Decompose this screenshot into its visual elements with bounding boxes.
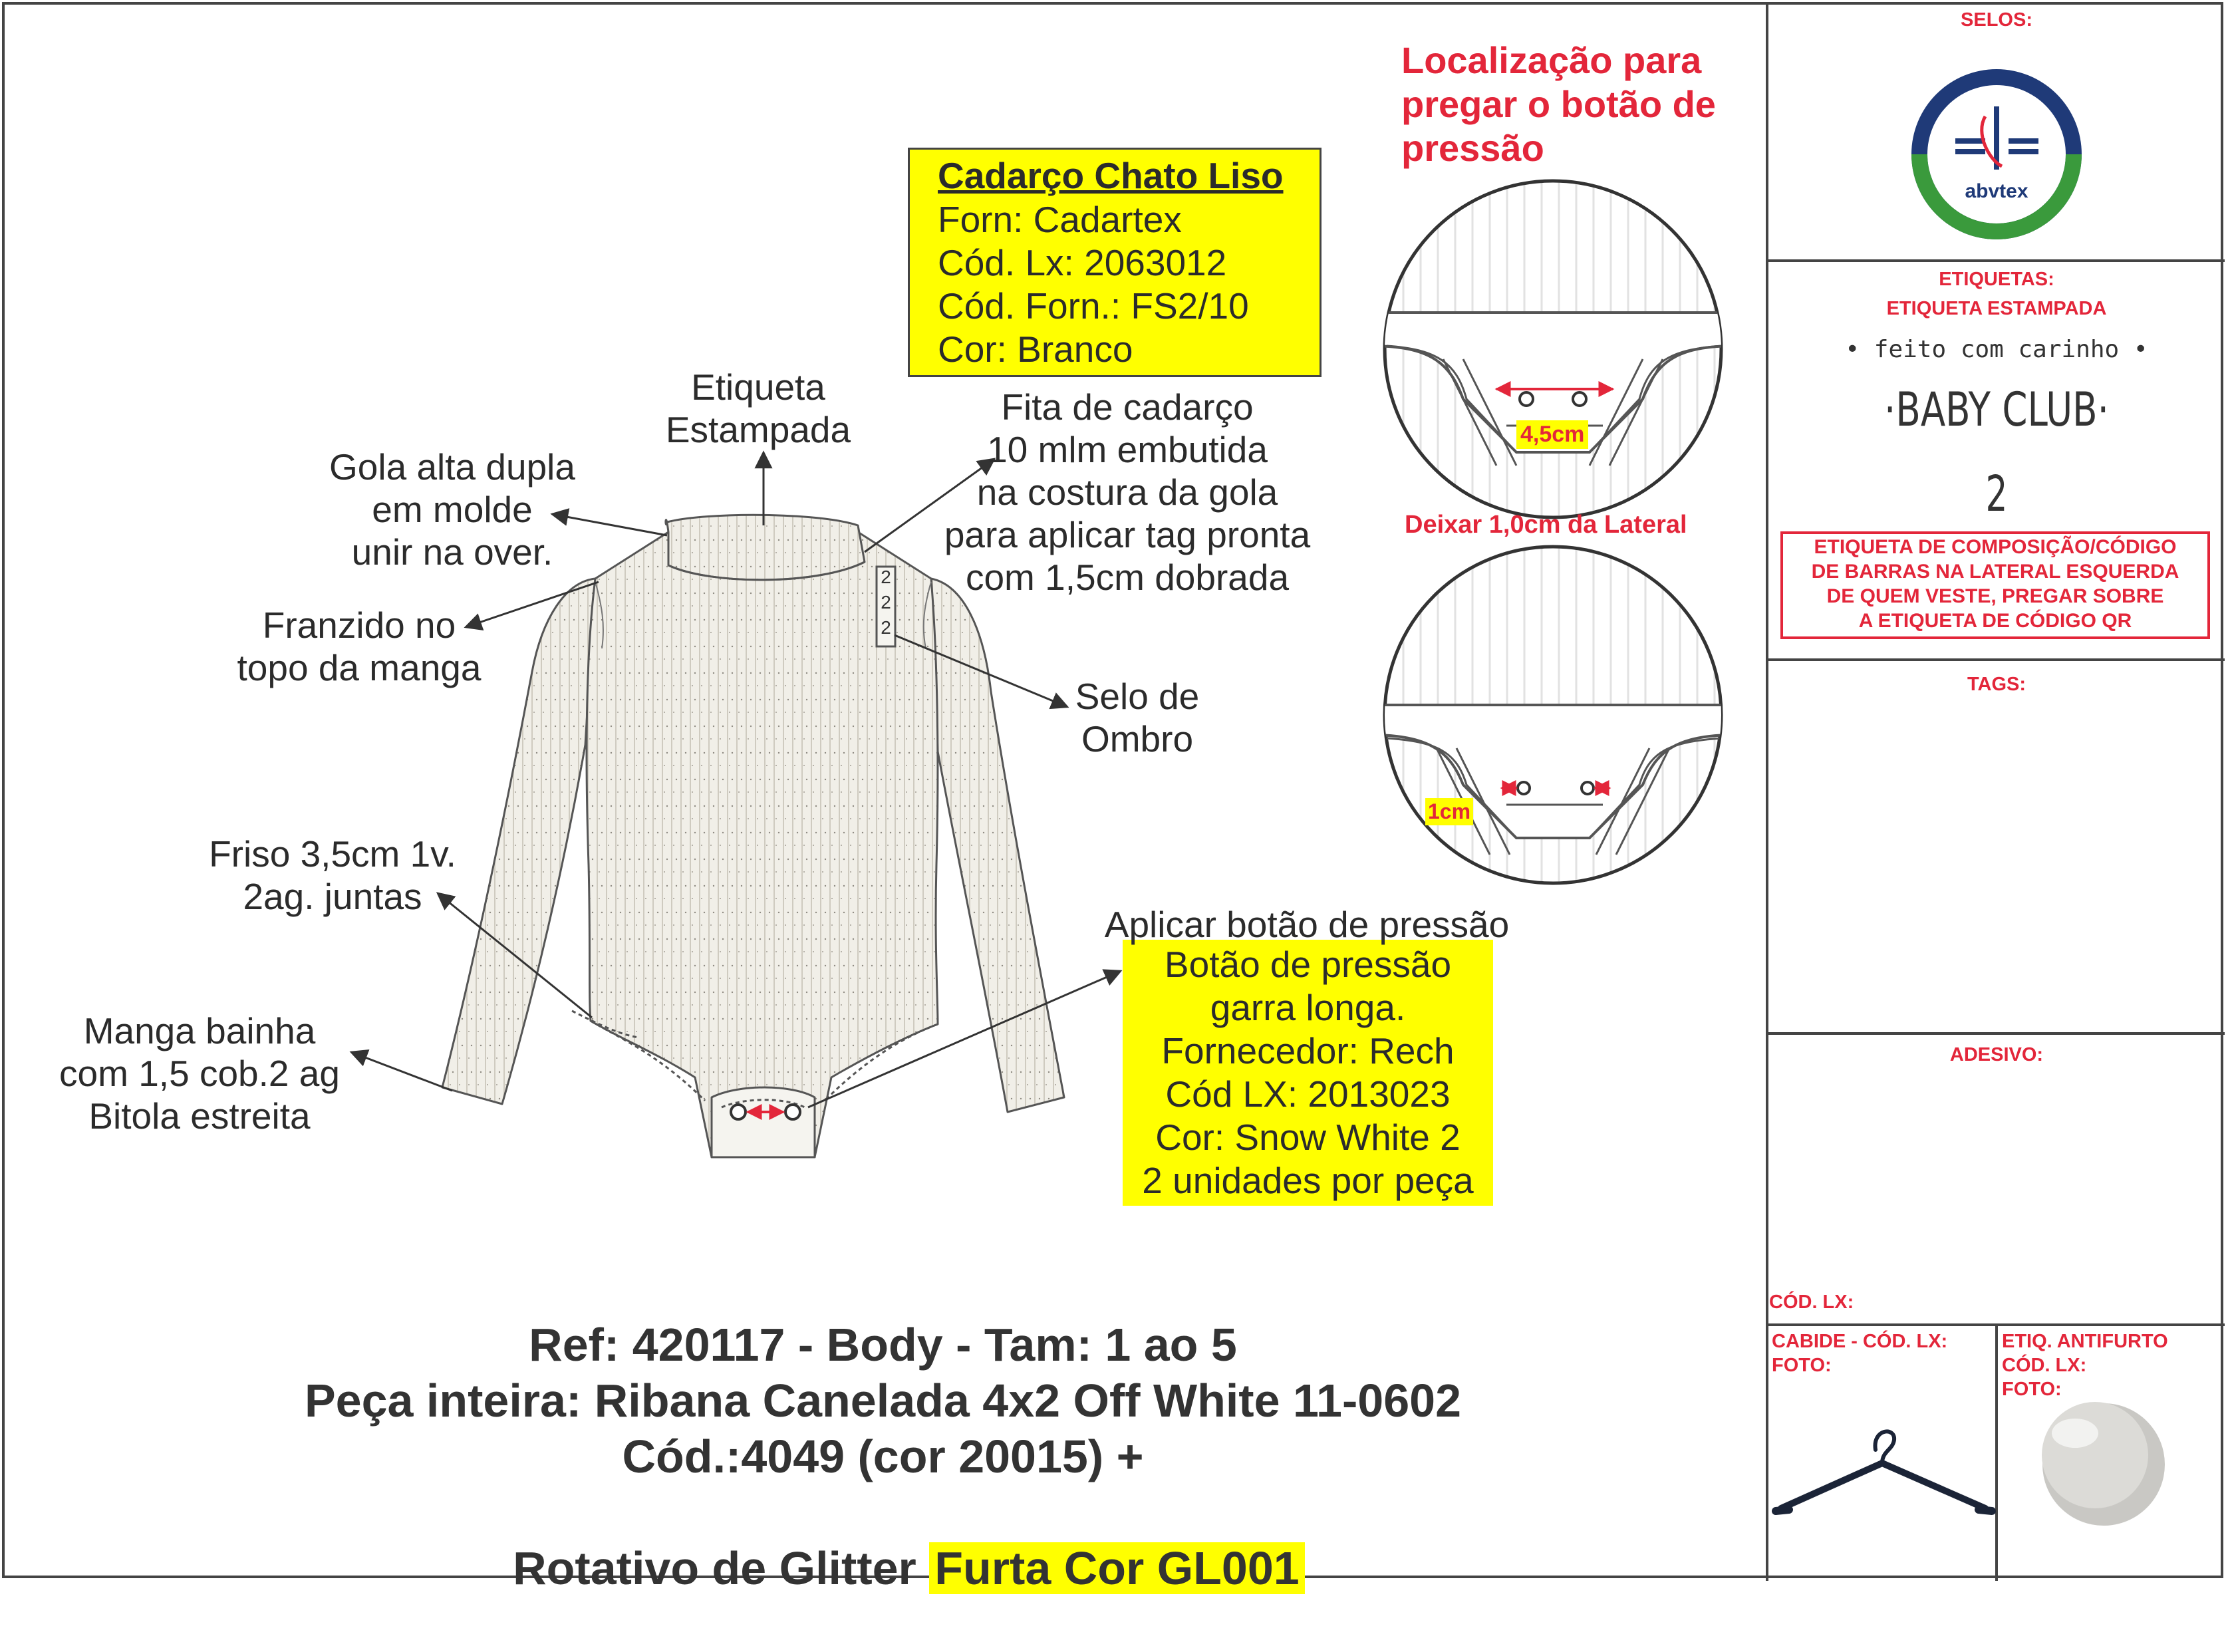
arrow-manga	[351, 1052, 452, 1091]
snap-right	[785, 1105, 800, 1119]
cadarco-line-3: Cód. Forn.: FS2/10	[938, 285, 1249, 327]
tag-digit-2: 2	[881, 592, 891, 613]
botao-line-2: garra longa.	[1210, 987, 1406, 1028]
cadarco-line-2: Cód. Lx: 2063012	[938, 242, 1227, 283]
label-aplicar-botao: Aplicar botão de pressão	[1104, 904, 1510, 945]
tag-digit-1: 2	[881, 567, 891, 587]
ref-line-4-highlight: Furta Cor GL001	[929, 1542, 1304, 1594]
tags-title: TAGS:	[1967, 674, 2026, 695]
localizacao-subtitle: Deixar 1,0cm da Lateral	[1405, 511, 1687, 539]
ref-line-2: Peça inteira: Ribana Canelada 4x2 Off White 11-0602	[304, 1375, 1462, 1427]
label-etiqueta-estampada: Etiqueta Estampada	[665, 366, 851, 450]
ref-line-4	[0, 1484, 1766, 1652]
bodysuit	[442, 515, 1064, 1157]
botao-line-6: 2 unidades por peça	[1142, 1160, 1474, 1201]
label-friso: Friso 3,5cm 1v. 2ag. juntas	[209, 833, 456, 917]
botao-line-4: Cód LX: 2013023	[1165, 1073, 1451, 1115]
ref-line-4-prefix: Rotativo de Glitter	[513, 1542, 930, 1594]
botao-line-1: Botão de pressão	[1164, 944, 1452, 985]
label-fita: Fita de cadarço 10 mlm embutida na costura da gola para aplicar tag pronta com 1,5cm dobrada	[944, 386, 1311, 598]
botao-line-5: Cor: Snow White 2	[1155, 1117, 1461, 1158]
cadarco-title: Cadarço Chato Liso	[938, 155, 1284, 196]
cadarco-line-1: Forn: Cadartex	[938, 199, 1182, 240]
cod-lx-label: CÓD. LX:	[1769, 1292, 1854, 1313]
etiquetas-subtitle: ETIQUETA ESTAMPADA	[1886, 298, 2107, 319]
ref-line-1: Ref: 420117 - Body - Tam: 1 ao 5	[529, 1319, 1237, 1371]
snap-left	[731, 1105, 746, 1119]
label-franzido: Franzido no topo da manga	[237, 605, 482, 688]
ref-line-3: Cód.:4049 (cor 20015) +	[622, 1431, 1144, 1482]
antifurto-label: ETIQ. ANTIFURTO CÓD. LX: FOTO:	[2002, 1331, 2168, 1400]
selos-title: SELOS:	[1961, 9, 2032, 31]
abvtex-seal-icon	[1911, 69, 2082, 239]
cabide-label: CABIDE - CÓD. LX: FOTO:	[1772, 1331, 1948, 1376]
botao-line-3: Fornecedor: Rech	[1161, 1030, 1455, 1071]
collar	[666, 515, 865, 580]
adesivo-title: ADESIVO:	[1949, 1044, 2044, 1065]
cadarco-line-4: Cor: Branco	[938, 329, 1133, 370]
label-gola: Gola alta dupla em molde unir na over.	[329, 446, 575, 573]
measure-4-5cm: 4,5cm	[1516, 420, 1588, 449]
tag-digit-3: 2	[881, 617, 891, 638]
measure-1cm: 1cm	[1425, 798, 1473, 825]
label-size: 2	[1985, 466, 2008, 523]
composition-note: ETIQUETA DE COMPOSIÇÃO/CÓDIGO DE BARRAS NA LATERAL ESQUERDA DE QUEM VESTE, PREGAR SOBRE A ETIQUETA DE CÓDIGO QR	[1811, 536, 2179, 632]
localizacao-title: Localização para pregar o botão de pressão	[1401, 39, 1716, 169]
hanger-icon	[1776, 1431, 1992, 1511]
label-feito-com-carinho: • feito com carinho •	[1845, 336, 2148, 363]
antitheft-tag-icon	[2042, 1402, 2165, 1526]
crotch-band	[712, 1087, 815, 1157]
detail-circle-2	[1370, 547, 1736, 883]
seal-logo-text: abvtex	[1965, 180, 2028, 202]
etiquetas-title: ETIQUETAS:	[1939, 269, 2054, 290]
detail-circle-1	[1370, 181, 1736, 517]
label-brand: ·BABY CLUB·	[1884, 382, 2109, 437]
label-selo-ombro: Selo de Ombro	[1075, 676, 1200, 759]
label-manga-bainha: Manga bainha com 1,5 cob.2 ag Bitola estreita	[59, 1010, 340, 1137]
